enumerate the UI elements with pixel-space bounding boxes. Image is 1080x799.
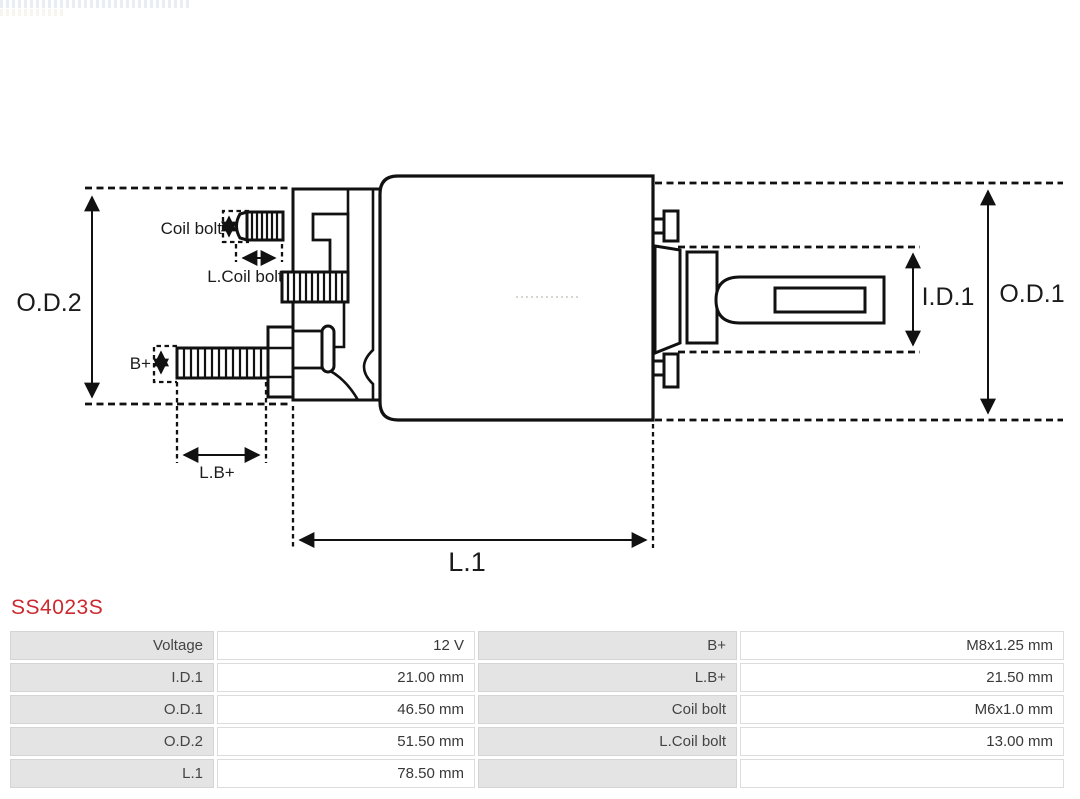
coil-bolt bbox=[237, 212, 284, 240]
spec-table bbox=[7, 628, 1067, 791]
spec-value: 21.50 mm bbox=[740, 663, 1064, 692]
id1-label: I.D.1 bbox=[921, 283, 975, 311]
plunger-assembly bbox=[650, 211, 884, 387]
table-row bbox=[10, 759, 1064, 788]
plunger-collar bbox=[687, 252, 717, 343]
spec-label: Voltage bbox=[10, 631, 214, 660]
table-row bbox=[10, 663, 1064, 692]
thread-boss bbox=[282, 272, 348, 302]
spec-label: L.B+ bbox=[478, 663, 737, 692]
spec-label bbox=[478, 759, 737, 788]
table-row bbox=[10, 727, 1064, 756]
coil-bolt-label: Coil bolt bbox=[160, 219, 222, 238]
spec-label: O.D.2 bbox=[10, 727, 214, 756]
part-number: SS4023S bbox=[11, 596, 104, 619]
plunger-slot bbox=[775, 288, 865, 312]
upper-tab bbox=[664, 211, 678, 241]
spec-label: L.1 bbox=[10, 759, 214, 788]
spec-value: M8x1.25 mm bbox=[740, 631, 1064, 660]
spec-value: 12 V bbox=[217, 631, 475, 660]
table-row bbox=[10, 631, 1064, 660]
spec-value: 46.50 mm bbox=[217, 695, 475, 724]
spec-label: I.D.1 bbox=[10, 663, 214, 692]
spec-value: 13.00 mm bbox=[740, 727, 1064, 756]
spec-label: L.Coil bolt bbox=[478, 727, 737, 756]
spec-value: M6x1.0 mm bbox=[740, 695, 1064, 724]
table-row bbox=[10, 695, 1064, 724]
lcoil-bolt-label: L.Coil bolt bbox=[207, 267, 283, 286]
spec-label: Coil bolt bbox=[478, 695, 737, 724]
spec-label: O.D.1 bbox=[10, 695, 214, 724]
plunger-flange bbox=[655, 246, 680, 353]
lb-plus-label: L.B+ bbox=[199, 463, 235, 482]
od2-label: O.D.2 bbox=[16, 289, 82, 317]
spec-value: 78.50 mm bbox=[217, 759, 475, 788]
spec-value bbox=[740, 759, 1064, 788]
spec-value: 51.50 mm bbox=[217, 727, 475, 756]
b-plus-dashed-box bbox=[154, 346, 177, 382]
b-plus-bushing bbox=[293, 331, 324, 368]
coil-bolt-head bbox=[237, 212, 248, 240]
l1-label: L.1 bbox=[448, 547, 486, 577]
spec-label: B+ bbox=[478, 631, 737, 660]
b-plus-nut bbox=[268, 327, 293, 397]
b-plus-washer bbox=[322, 326, 334, 372]
od1-label: O.D.1 bbox=[999, 280, 1065, 308]
b-plus-label: B+ bbox=[129, 354, 151, 373]
spec-value: 21.00 mm bbox=[217, 663, 475, 692]
lower-tab bbox=[664, 354, 678, 387]
